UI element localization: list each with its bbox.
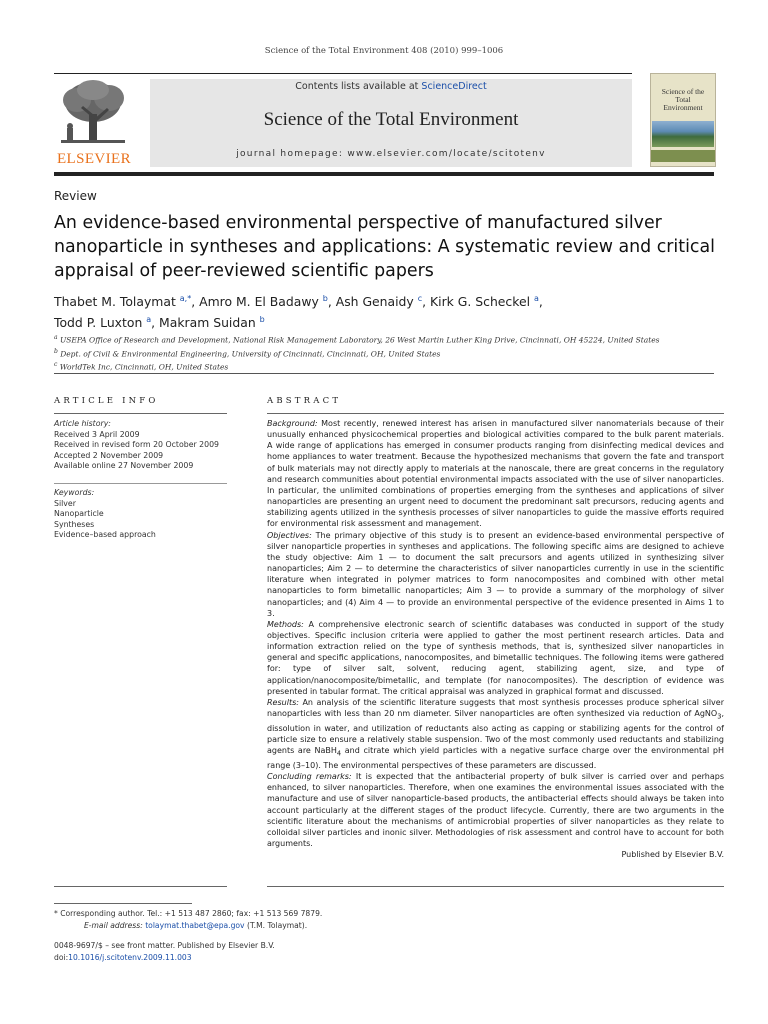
history-label: Article history: [54, 419, 111, 428]
results-text-1: An analysis of the scientific literature suggests that most synthesis processes produce spherical silver nanoparticles with less than 20 nm diameter. Silver nanoparticles are often synthesized via reduction of AgNO [267, 697, 724, 719]
history-received: Received 3 April 2009 [54, 429, 140, 439]
abstract-body [267, 418, 724, 860]
journal-title: Science of the Total Environment [263, 109, 519, 130]
header-thick-rule [54, 172, 714, 176]
header-rule [54, 73, 632, 74]
concluding-label: Concluding remarks: [267, 772, 352, 782]
footnote [54, 908, 614, 931]
journal-citation: Science of the Total Environment 408 (2010) 999–1006 [264, 46, 504, 56]
history-revised: Received in revised form 20 October 2009 [54, 440, 220, 450]
abstract-methods [267, 619, 724, 697]
author-affiliation-mark: b [322, 294, 328, 303]
background-text: Most recently, renewed interest has arisen in manufactured silver nanomaterials because of their unusually enhanced physicochemical properties and biological activities compared to the bulk parent materials. A wide range of applications has emerged in consumer products ranging from disinfecting medical devices and home appliances to water treatment. Because the hypothesized mechanisms that govern the fate and transport of bulk materials may not directly apply to materials at the nanoscale, there are great concerns in the regulatory and research communities about potential environmental impacts associated with the use of silver nanoparticles. In particular, the unlimited combinations of properties emerging from the syntheses and applications of silver nanoparticles are presenting an urgent need to document the predominant salt precursors, reducing agents and stabilizing agents utilized in the synthesis processes of silver nanoparticles to guide the massive efforts required for environmental risk assessment and management. [267, 419, 724, 529]
background-label: Background: [267, 419, 318, 428]
abstract-bottom-rule [267, 886, 724, 887]
keyword-item: Silver [54, 498, 76, 508]
results-subscript-2: 4 [336, 749, 342, 758]
affiliation-mark: a [54, 334, 58, 341]
methods-text: A comprehensive electronic search of scientific databases was conducted in support of the study objectives. Specific inclusion criteria were applied to gather the most pertinent research articles. Data and information extraction relied on the type of synthesis methods, that is, synthesized silver nanoparticles in general and specific applications, nanocomposites, and bimetallic techniques. The following items were gathered for: type of silver salt, solvent, reducing agent, stabilizing agent, size, and type of application/nanocomposite/bimetallic, and template (for nanocomposites). The description of evidence was presented in tabular format. The critical appraisal was analyzed in graphical format and discussed. [267, 619, 724, 696]
article-history [54, 419, 229, 472]
cover-title: Science of the Total Environment [661, 87, 705, 112]
issn-doi [54, 940, 454, 963]
author-affiliation-mark: a,* [179, 294, 192, 303]
author-name: Ash Genaidy [335, 294, 414, 310]
concluding-text: It is expected that the antibacterial property of bulk silver is carried over and perhaps enhanced, to silver nanoparticles. Therefore, when one examines the environmental issues associated with the manufacture and use of silver nanoparticle-based products, the antibacterial effects should always be taken into account particularly at the different stages of the product lifecycle. Currently, there are two arguments in the scientific literature about the mechanisms of antimicrobial properties of silver nanoparticles as they relate to colloidal silver particles and inonic silver. Methodologies of risk assessment and control have to account for both arguments. [267, 772, 724, 848]
email-link[interactable]: tolaymat.thabet@epa.gov [145, 920, 245, 930]
abstract-rule [267, 413, 724, 414]
doi-line [54, 952, 454, 964]
elsevier-wordmark: ELSEVIER [56, 151, 132, 167]
contents-availability [150, 81, 632, 92]
author-affiliation-mark: c [417, 294, 423, 303]
results-text-2: , dissolution in water, and utilization of reductants also acting as capping or stabilizing agents for the control of particle size to ensure a relatively stable suspension. Two of the most commonly used reductants and stabilizing agents are NaBH [267, 709, 724, 756]
publisher-note: Published by Elsevier B.V. [621, 850, 724, 860]
author-separator: , [191, 294, 200, 310]
keywords [54, 488, 229, 541]
affiliation-line [54, 332, 714, 346]
sciencedirect-link[interactable]: ScienceDirect [421, 81, 487, 92]
author-name: Makram Suidan [159, 315, 256, 331]
info-rule [54, 413, 227, 414]
article-title: An evidence-based environmental perspective of manufactured silver nanoparticle in syntheses and applications: A systematic review and critical appraisal of peer-reviewed scientific papers [54, 213, 715, 281]
abstract-objectives [267, 530, 724, 619]
doi-link[interactable]: 10.1016/j.scitotenv.2009.11.003 [68, 952, 192, 962]
journal-homepage[interactable]: journal homepage: www.elsevier.com/locate/scitotenv [236, 149, 546, 159]
history-accepted: Accepted 2 November 2009 [54, 450, 164, 460]
section-rule [54, 373, 714, 374]
abstract-results [267, 697, 724, 771]
history-online: Available online 27 November 2009 [54, 461, 194, 471]
keyword-item: Syntheses [54, 519, 95, 529]
affiliation-text: USEPA Office of Research and Development, National Risk Management Laboratory, 26 West Martin Luther King Drive, Cincinnati, OH 45224, United States [59, 335, 660, 345]
corresponding-author: * Corresponding author. Tel.: +1 513 487 2860; fax: +1 513 569 7879. [54, 909, 323, 918]
results-text-3: and citrate which yield particles with a negative surface charge over the environmental pH range (3–10). The environmental perspectives of these parameters are discussed. [267, 746, 724, 770]
abstract-concluding [267, 771, 724, 849]
author-name: Amro M. El Badawy [199, 294, 319, 310]
author-separator: , [327, 294, 336, 310]
email-suffix: (T.M. Tolaymat). [244, 920, 308, 930]
footnote-rule [54, 903, 192, 904]
author-affiliation-mark: a [534, 294, 539, 303]
email-line [54, 920, 614, 932]
author-separator: , [422, 294, 431, 310]
info-bottom-rule [54, 886, 227, 887]
email-label: E-mail address: [84, 920, 143, 930]
author-separator: , [538, 294, 543, 310]
cover-stripe [651, 150, 715, 162]
results-subscript-1: 3 [717, 712, 722, 721]
article-type: Review [54, 189, 97, 203]
author-affiliation-mark: a [146, 315, 152, 325]
objectives-text: The primary objective of this study is to present an evidence-based environmental perspective of silver nanoparticle properties in syntheses and applications. The following specific aims are designed to achieve the study objective: Aim 1 — to document the salt precursors and agents utilized in synthesizing silver nanoparticles; Aim 2 — to determine the characteristics of silver nanoparticles currently in use in the scientific literature when integrated in polymer matrices to form nanocomposites and combined with other metal nanoparticles to form bimetallic nanoparticles; Aim 3 — to provide a summary of the morphology of silver nanoparticles; and (4) Aim 4 — to provide an environmental perspective of the evidence presented in Aims 1 to 3. [267, 530, 724, 618]
affiliation-text: WorldTek Inc, Cincinnati, OH, United States [59, 362, 229, 372]
article-info-heading: ARTICLE INFO [54, 396, 159, 406]
author-separator: , [151, 315, 160, 331]
keywords-label: Keywords: [54, 488, 95, 497]
info-divider [54, 483, 227, 484]
objectives-label: Objectives: [267, 530, 312, 540]
affiliation-line [54, 346, 714, 360]
methods-label: Methods: [267, 619, 304, 629]
affiliation-line [54, 359, 714, 373]
affiliation-mark: b [54, 347, 58, 355]
contents-prefix: Contents lists available at [295, 81, 422, 92]
doi-prefix: doi: [54, 952, 69, 962]
abstract-heading: ABSTRACT [267, 396, 342, 406]
affiliation-mark: c [54, 361, 58, 368]
abstract-background [267, 418, 724, 530]
affiliations [54, 332, 714, 373]
author-affiliation-mark: b [259, 315, 265, 325]
keyword-item: Nanoparticle [54, 509, 104, 519]
affiliation-text: Dept. of Civil & Environmental Engineering, University of Cincinnati, Cincinnati, OH, United States [60, 349, 441, 358]
issn-line: 0048-9697/$ – see front matter. Published by Elsevier B.V. [54, 941, 275, 950]
author-list [54, 290, 714, 332]
cover-photo [652, 121, 714, 147]
author-name: Thabet M. Tolaymat [54, 294, 176, 310]
results-label: Results: [267, 697, 299, 707]
keyword-item: Evidence–based approach [54, 530, 156, 540]
author-name: Kirk G. Scheckel [430, 294, 531, 310]
author-name: Todd P. Luxton [54, 315, 143, 331]
